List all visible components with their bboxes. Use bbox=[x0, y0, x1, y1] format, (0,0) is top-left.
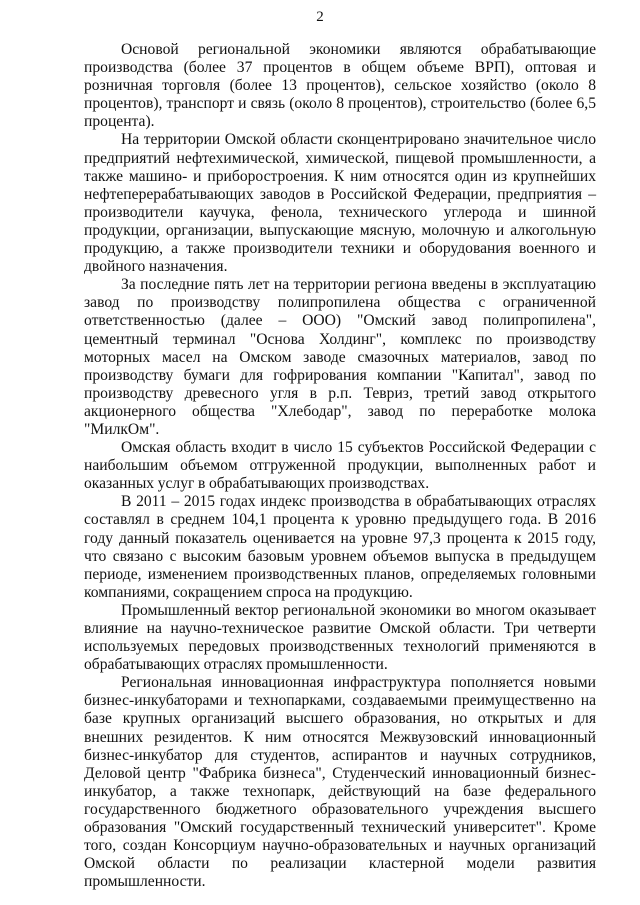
paragraph-regional-ranking: Омская область входит в число 15 субъектов Российской Федерации с наибольшим объемом отгруженной продукции, выполненных работ и оказанных услуг в обрабатывающих производствах. bbox=[84, 439, 596, 493]
page-number: 2 bbox=[316, 9, 324, 25]
paragraph-production-index: В 2011 – 2015 годах индекс производства в обрабатывающих отраслях составлял в среднем 104,1 процента к уровню предыдущего года. В 2016 году данный показатель оценивается на уровне 97,3 процента к 2015 году, что связано с высоким базовым уровнем объемов выпуска в предыдущем периоде, изменением производственных планов, определяемых головными компаниями, сокращением спроса на продукцию. bbox=[84, 493, 596, 601]
paragraph-technology-vector: Промышленный вектор региональной экономики во многом оказывает влияние на научно-техническое развитие Омской области. Три четверти используемых передовых производственных технологий применяются в обрабатывающих отраслях промышленности. bbox=[84, 601, 596, 674]
paragraph-innovation-infrastructure: Региональная инновационная инфраструктура пополняется новыми бизнес-инкубаторами и технопарками, создаваемыми преимущественно на базе крупных организаций высшего образования, но открытых и для внешних резидентов. К ним относятся Межвузовский инновационный бизнес-инкубатор для студентов, аспирантов и научных сотрудников, Деловой центр "Фабрика бизнеса", Студенческий инновационный бизнес-инкубатор, а также технопарк, действующий на базе федерального государственного бюджетного образовательного учреждения высшего образования "Омский государственный технический университет". Кроме того, создан Консорциум научно-образовательных и научных организаций Омской области по реализации кластерной модели развития промышленности. bbox=[84, 674, 596, 891]
paragraph-industry-enterprises: На территории Омской области сконцентрировано значительное число предприятий нефтехимической, химической, пищевой промышленности, а также машино- и приборостроения. К ним относятся один из крупнейших нефтеперерабатывающих заводов в Российской Федерации, предприятия – производители каучука, фенола, технического углерода и шинной продукции, организации, выпускающие мясную, молочную и алкогольную продукцию, а также производители техники и оборудования военного и двойного назначения. bbox=[84, 131, 596, 276]
paragraph-economy-structure: Основой региональной экономики являются обрабатывающие производства (более 37 процентов в общем объеме ВРП), оптовая и розничная торговля (более 13 процентов), сельское хозяйство (около 8 процентов), транспорт и связь (около 8 процентов), строительство (более 6,5 процента). bbox=[84, 41, 596, 131]
body-text bbox=[84, 41, 596, 891]
paragraph-new-plants: За последние пять лет на территории региона введены в эксплуатацию завод по производству полипропилена общества с ограниченной ответственностью (далее – ООО) "Омский завод полипропилена", цементный терминал "Основа Холдинг", комплекс по производству моторных масел на Омском заводе смазочных материалов, завод по производству бумаги для гофрирования компании "Капитал", завод по производству древесного угля в р.п. Тевриз, третий завод открытого акционерного общества "Хлебодар", завод по переработке молока "МилкОм". bbox=[84, 276, 596, 438]
